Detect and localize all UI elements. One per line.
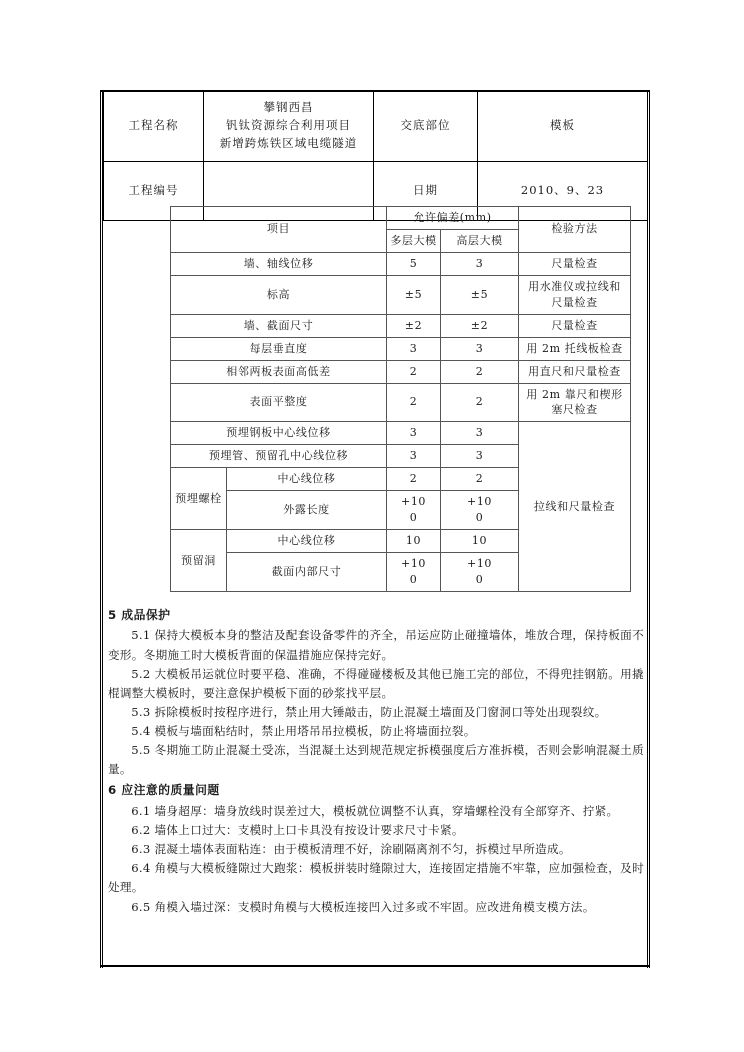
row-multi-bottom: 0 — [409, 572, 418, 586]
row-multi-bottom: 0 — [409, 511, 418, 525]
paragraph-5-2: 5.2 大模板吊运就位时要平稳、准确，不得碰碰楼板及其他已施工完的部位，不得兜挂钢筋。用撬棍调整大模板时，要注意保护模板下面的砂浆找平层。 — [108, 666, 644, 700]
row-multi: 2 — [387, 468, 441, 491]
row-multi: 10 — [387, 530, 441, 553]
row-multi: ±2 — [387, 314, 441, 337]
project-name-line2: 钒钛资源综合利用项目 — [226, 118, 351, 133]
row-high-bottom: 0 — [475, 511, 484, 525]
row-method-merged: 拉线和尺量检查 — [519, 422, 631, 592]
paragraph-5-5: 5.5 冬期施工防止混凝土受冻，当混凝土达到规范规定拆模强度后方准拆模，否则会影响混凝土质量。 — [108, 743, 644, 777]
row-method: 尺量检查 — [519, 314, 631, 337]
row-item: 截面内部尺寸 — [227, 553, 387, 592]
row-multi: 2 — [387, 383, 441, 422]
row-item: 每层垂直度 — [171, 337, 387, 360]
row-high: 3 — [441, 252, 519, 275]
row-multi — [387, 553, 441, 592]
date-value: 2010、9、23 — [478, 162, 648, 221]
row-high: 3 — [441, 445, 519, 468]
row-multi: 5 — [387, 252, 441, 275]
th-item: 项目 — [171, 207, 387, 253]
table-row — [171, 422, 631, 445]
row-multi: 3 — [387, 445, 441, 468]
row-high-top: +10 — [467, 495, 493, 509]
row-method: 用水准仪或拉线和 尺量检查 — [519, 275, 631, 314]
row-high: 2 — [441, 383, 519, 422]
paragraph-6-2: 6.2 墙体上口过大：支模时上口卡具没有按设计要求尺寸卡紧。 — [131, 823, 464, 838]
row-high: 3 — [441, 422, 519, 445]
group-label-hole: 预留洞 — [171, 530, 227, 592]
project-no-label: 工程编号 — [104, 162, 204, 221]
row-item: 标高 — [171, 275, 387, 314]
tolerance-table — [170, 206, 631, 592]
section-heading-5: 5 成品保护 — [108, 608, 171, 622]
row-high-top: +10 — [467, 557, 493, 570]
row-high — [441, 491, 519, 530]
table-row — [171, 337, 631, 360]
table-row — [171, 275, 631, 314]
table-row — [171, 360, 631, 383]
row-multi: ±5 — [387, 275, 441, 314]
th-method: 检验方法 — [519, 207, 631, 253]
project-name-value — [204, 91, 374, 162]
project-info-table — [103, 90, 648, 221]
table-row — [171, 314, 631, 337]
th-multi-layer: 多层大模 — [387, 229, 441, 252]
paragraph-6-3: 6.3 混凝土墙体表面粘连：由于模板清理不好，涂刷隔离剂不匀，拆模过早所造成。 — [131, 842, 571, 857]
row-method: 用直尺和尺量检查 — [519, 360, 631, 383]
row-multi-top: +10 — [401, 557, 427, 570]
section-heading-6: 6 应注意的质量问题 — [108, 783, 220, 798]
row-high — [441, 553, 519, 592]
row-high: 3 — [441, 337, 519, 360]
row-high: 2 — [441, 360, 519, 383]
row-multi: 3 — [387, 422, 441, 445]
document-body — [108, 604, 644, 917]
group-label-bolt: 预埋螺栓 — [171, 468, 227, 530]
project-name-line1: 攀钢西昌 — [263, 100, 314, 115]
row-item: 中心线位移 — [227, 530, 387, 553]
row-item: 预埋钢板中心线位移 — [171, 422, 387, 445]
row-item: 相邻两板表面高低差 — [171, 360, 387, 383]
row-high: ±2 — [441, 314, 519, 337]
paragraph-6-1: 6.1 墙身超厚：墙身放线时误差过大，模板就位调整不认真，穿墙螺栓没有全部穿齐、拧紧。 — [131, 803, 619, 818]
row-item: 墙、轴线位移 — [171, 252, 387, 275]
row-method: 尺量检查 — [519, 252, 631, 275]
row-item: 墙、截面尺寸 — [171, 314, 387, 337]
row-item: 外露长度 — [227, 491, 387, 530]
row-method: 用 2m 托线板检查 — [519, 337, 631, 360]
row-high: 2 — [441, 468, 519, 491]
row-multi-top: +10 — [401, 495, 427, 509]
row-high: ±5 — [441, 275, 519, 314]
row-high-bottom: 0 — [475, 572, 484, 586]
th-deviation-group: 允许偏差(mm) — [387, 207, 519, 230]
position-value: 模板 — [478, 91, 648, 162]
table-header-row — [171, 207, 631, 230]
project-name-line3: 新增跨炼铁区域电缆隧道 — [219, 135, 358, 150]
table-row — [171, 252, 631, 275]
row-multi: 3 — [387, 337, 441, 360]
table-row — [104, 91, 648, 162]
paragraph-5-4: 5.4 模板与墙面粘结时，禁止用塔吊吊拉模板，防止将墙面拉裂。 — [131, 724, 476, 739]
paragraph-6-4: 6.4 角模与大模板缝隙过大跑浆：模板拼装时缝隙过大，连接固定措施不牢靠，应加强检查，及时处理。 — [108, 861, 644, 895]
page-frame-bottom-rule — [100, 965, 650, 967]
project-name-label: 工程名称 — [104, 91, 204, 162]
date-label: 日期 — [374, 162, 478, 221]
row-multi — [387, 491, 441, 530]
row-method: 用 2m 靠尺和楔形 塞尺检查 — [519, 383, 631, 422]
row-item: 中心线位移 — [227, 468, 387, 491]
row-item: 预埋管、预留孔中心线位移 — [171, 445, 387, 468]
paragraph-5-1: 5.1 保持大模板本身的整洁及配套设备零件的齐全，吊运应防止碰撞墙体，堆放合理，保持板面不变形。冬期施工时大模板背面的保温措施应保持完好。 — [108, 628, 644, 662]
row-multi: 2 — [387, 360, 441, 383]
table-row — [171, 383, 631, 422]
paragraph-6-5: 6.5 角模入墙过深：支模时角模与大模板连接凹入过多或不牢固。应改进角模支模方法。 — [131, 899, 595, 914]
th-high-rise: 高层大模 — [441, 229, 519, 252]
row-item: 表面平整度 — [171, 383, 387, 422]
position-label: 交底部位 — [374, 91, 478, 162]
paragraph-5-3: 5.3 拆除模板时按程序进行，禁止用大锤敲击，防止混凝土墙面及门窗洞口等处出现裂纹。 — [131, 704, 607, 719]
row-high: 10 — [441, 530, 519, 553]
